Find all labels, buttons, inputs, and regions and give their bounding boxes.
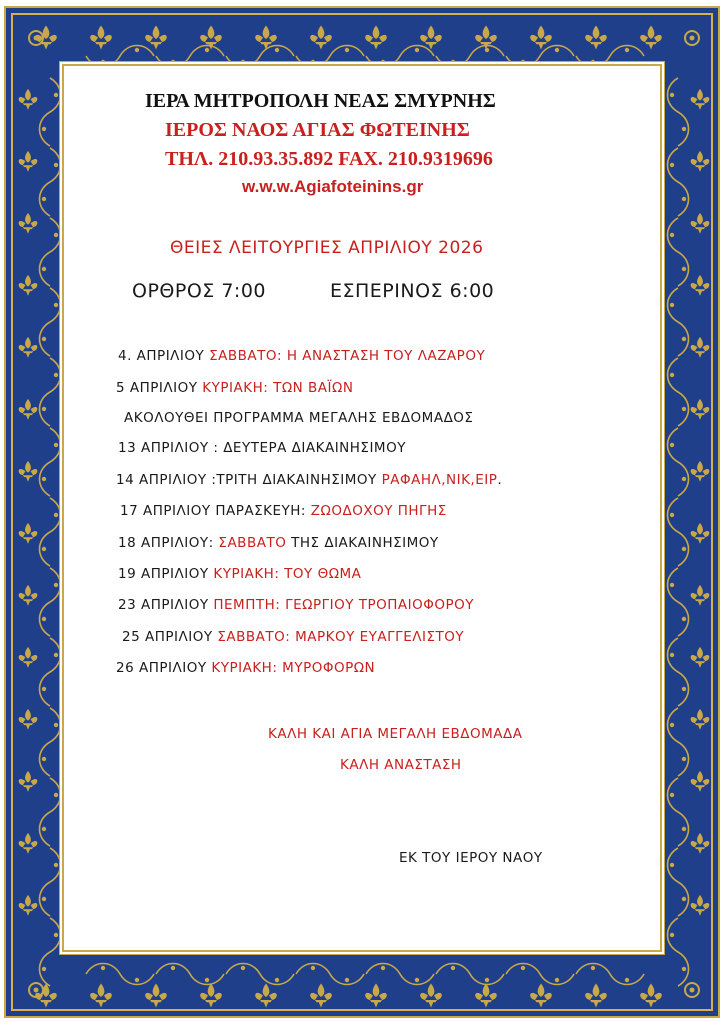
closing-wish-easter: ΚΑΛΗ ΑΝΑΣΤΑΣΗ xyxy=(340,757,462,773)
scroll-dot xyxy=(485,978,489,982)
scroll-ornament xyxy=(40,918,61,986)
scroll-ornament xyxy=(668,918,689,986)
scroll-ornament xyxy=(40,568,61,636)
fleur-de-lis-icon xyxy=(19,585,38,606)
fleur-de-lis-icon xyxy=(640,984,662,1008)
scroll-dot xyxy=(670,303,674,307)
schedule-row xyxy=(118,440,406,456)
scroll-dot xyxy=(275,48,279,52)
scroll-ornament xyxy=(156,46,224,67)
fleur-de-lis-icon xyxy=(691,895,710,916)
services-title: ΘΕΙΕΣ ΛΕΙΤΟΥΡΓΙΕΣ ΑΠΡΙΛΙΟΥ 2026 xyxy=(170,238,484,258)
scroll-dot xyxy=(451,966,455,970)
scroll-dot xyxy=(345,48,349,52)
scroll-ornament xyxy=(576,46,644,67)
corner-rosette-center xyxy=(690,988,695,993)
church-title: ΙΕΡΟΣ ΝΑΟΣ ΑΓΙΑΣ ΦΩΤΕΙΝΗΣ xyxy=(165,119,470,141)
schedule-row xyxy=(124,410,473,426)
schedule-date: 23 ΑΠΡΙΛΙΟΥ xyxy=(118,597,209,613)
closing-wish-week: ΚΑΛΗ ΚΑΙ ΑΓΙΑ ΜΕΓΑΛΗ ΕΒΔΟΜΑΔΑ xyxy=(268,726,523,742)
scroll-ornament xyxy=(156,964,224,985)
scroll-dot xyxy=(54,93,58,97)
fleur-de-lis-icon xyxy=(691,337,710,358)
scroll-dot xyxy=(171,966,175,970)
fleur-de-lis-icon xyxy=(90,984,112,1008)
schedule-feast: ΣΑΒΒΑΤΟ: ΜΑΡΚΟΥ ΕΥΑΓΓΕΛΙΣΤΟΥ xyxy=(217,629,465,645)
scroll-dot xyxy=(381,966,385,970)
fleur-de-lis-icon xyxy=(691,89,710,110)
scroll-dot xyxy=(682,267,686,271)
scroll-dot xyxy=(670,863,674,867)
scroll-ornament xyxy=(668,428,689,496)
schedule-date: 19 ΑΠΡΙΛΙΟΥ xyxy=(118,566,209,582)
fleur-de-lis-icon xyxy=(420,984,442,1008)
fleur-de-lis-icon xyxy=(19,275,38,296)
scroll-ornament xyxy=(668,638,689,706)
fleur-de-lis-icon xyxy=(691,771,710,792)
website-link[interactable]: w.w.w.Agiafoteinins.gr xyxy=(242,177,424,196)
scroll-dot xyxy=(670,933,674,937)
fleur-de-lis-icon xyxy=(19,89,38,110)
scroll-dot xyxy=(311,60,315,64)
scroll-dot xyxy=(670,723,674,727)
scroll-dot xyxy=(670,233,674,237)
scroll-ornament xyxy=(40,218,61,286)
scroll-ornament xyxy=(506,46,574,67)
schedule-feast: ΣΑΒΒΑΤΟ: Η ΑΝΑΣΤΑΣΗ ΤΟΥ ΛΑΖΑΡΟΥ xyxy=(209,348,486,364)
schedule-feast: ΣΑΒΒΑΤΟ xyxy=(218,535,287,551)
scroll-dot xyxy=(670,373,674,377)
scroll-dot xyxy=(42,757,46,761)
scroll-ornament xyxy=(40,778,61,846)
scroll-dot xyxy=(42,477,46,481)
schedule-feast: ΖΩΟΔΟΧΟΥ ΠΗΓΗΣ xyxy=(310,503,447,519)
scroll-dot xyxy=(415,978,419,982)
scroll-ornament xyxy=(40,428,61,496)
scroll-dot xyxy=(682,617,686,621)
scroll-ornament xyxy=(668,78,689,146)
scroll-dot xyxy=(682,757,686,761)
fleur-de-lis-icon xyxy=(691,833,710,854)
schedule-row xyxy=(116,380,353,396)
scroll-dot xyxy=(381,60,385,64)
scroll-ornament xyxy=(40,288,61,356)
scroll-ornament xyxy=(436,964,504,985)
fleur-de-lis-icon xyxy=(255,984,277,1008)
fleur-de-lis-icon xyxy=(310,26,332,50)
fleur-de-lis-icon xyxy=(691,585,710,606)
scroll-dot xyxy=(555,48,559,52)
fleur-de-lis-icon xyxy=(200,984,222,1008)
scroll-ornament xyxy=(40,498,61,566)
scroll-dot xyxy=(54,163,58,167)
fleur-de-lis-icon xyxy=(691,275,710,296)
scroll-dot xyxy=(345,978,349,982)
scroll-dot xyxy=(42,827,46,831)
scroll-dot xyxy=(682,547,686,551)
schedule-date: 18 ΑΠΡΙΛΙΟΥ: xyxy=(118,535,214,551)
scroll-dot xyxy=(241,966,245,970)
scroll-dot xyxy=(42,127,46,131)
scroll-dot xyxy=(670,653,674,657)
fleur-de-lis-icon xyxy=(19,399,38,420)
scroll-dot xyxy=(54,863,58,867)
schedule-date: 26 ΑΠΡΙΛΙΟΥ xyxy=(116,660,207,676)
scroll-dot xyxy=(311,966,315,970)
fleur-de-lis-icon xyxy=(19,523,38,544)
scroll-dot xyxy=(135,48,139,52)
scroll-dot xyxy=(682,687,686,691)
scroll-dot xyxy=(275,978,279,982)
fleur-de-lis-icon xyxy=(19,461,38,482)
scroll-ornament xyxy=(40,78,61,146)
schedule-suffix: . xyxy=(497,472,503,488)
schedule-row xyxy=(116,472,502,488)
schedule-date: 4. ΑΠΡΙΛΙΟΥ xyxy=(118,348,205,364)
fleur-de-lis-icon xyxy=(530,984,552,1008)
scroll-dot xyxy=(54,583,58,587)
schedule-row xyxy=(118,566,361,582)
scroll-ornament xyxy=(296,46,364,67)
scroll-ornament xyxy=(668,568,689,636)
scroll-dot xyxy=(101,966,105,970)
fleur-de-lis-icon xyxy=(19,151,38,172)
scroll-dot xyxy=(451,60,455,64)
scroll-dot xyxy=(54,653,58,657)
fleur-de-lis-icon xyxy=(691,523,710,544)
scroll-dot xyxy=(682,477,686,481)
schedule-date: 13 ΑΠΡΙΛΙΟΥ : ΔΕΥΤΕΡΑ ΔΙΑΚΑΙΝΗΣΙΜΟΥ xyxy=(118,440,406,456)
scroll-ornament xyxy=(40,148,61,216)
scroll-ornament xyxy=(668,288,689,356)
corner-rosette-center xyxy=(690,36,695,41)
scroll-dot xyxy=(682,197,686,201)
scroll-ornament xyxy=(668,708,689,776)
schedule-row xyxy=(118,535,439,551)
fleur-de-lis-icon xyxy=(19,647,38,668)
scroll-ornament xyxy=(86,46,154,67)
schedule-feast: ΚΥΡΙΑΚΗ: ΤΟΥ ΘΩΜΑ xyxy=(213,566,362,582)
scroll-ornament xyxy=(668,498,689,566)
schedule-feast: ΚΥΡΙΑΚΗ: ΤΩΝ ΒΑΪΩΝ xyxy=(202,380,354,396)
scroll-dot xyxy=(591,60,595,64)
scroll-dot xyxy=(101,60,105,64)
fleur-de-lis-icon xyxy=(691,461,710,482)
schedule-feast: ΡΑΦΑΗΛ,ΝΙΚ,ΕΙΡ xyxy=(381,472,498,488)
scroll-ornament xyxy=(40,638,61,706)
fleur-de-lis-icon xyxy=(691,151,710,172)
scroll-dot xyxy=(54,723,58,727)
schedule-row xyxy=(120,503,447,519)
fleur-de-lis-icon xyxy=(640,26,662,50)
fleur-de-lis-icon xyxy=(19,833,38,854)
scroll-ornament xyxy=(40,358,61,426)
schedule-row xyxy=(116,660,375,676)
scroll-dot xyxy=(670,793,674,797)
corner-rosette-center xyxy=(34,36,39,41)
scroll-dot xyxy=(42,547,46,551)
scroll-dot xyxy=(54,933,58,937)
scroll-dot xyxy=(205,48,209,52)
fleur-de-lis-icon xyxy=(585,26,607,50)
metropolis-title: ΙΕΡΑ ΜΗΤΡΟΠΟΛΗ ΝΕΑΣ ΣΜΥΡΝΗΣ xyxy=(145,90,496,112)
scroll-dot xyxy=(42,967,46,971)
scroll-dot xyxy=(54,233,58,237)
scroll-dot xyxy=(625,48,629,52)
scroll-dot xyxy=(54,443,58,447)
scroll-dot xyxy=(682,827,686,831)
scroll-dot xyxy=(682,897,686,901)
scroll-ornament xyxy=(40,848,61,916)
scroll-dot xyxy=(670,93,674,97)
scroll-dot xyxy=(42,197,46,201)
scroll-dot xyxy=(54,303,58,307)
scroll-dot xyxy=(241,60,245,64)
fleur-de-lis-icon xyxy=(19,709,38,730)
scroll-dot xyxy=(682,127,686,131)
fleur-de-lis-icon xyxy=(19,337,38,358)
scroll-ornament xyxy=(668,148,689,216)
esperinos-time: ΕΣΠΕΡΙΝΟΣ 6:00 xyxy=(330,280,495,302)
scroll-dot xyxy=(42,337,46,341)
schedule-date: 14 ΑΠΡΙΛΙΟΥ :ΤΡΙΤΗ ΔΙΑΚΑΙΝΗΣΙΜΟΥ xyxy=(116,472,377,488)
scroll-ornament xyxy=(86,964,154,985)
schedule-row xyxy=(122,629,464,645)
scroll-dot xyxy=(521,966,525,970)
scroll-dot xyxy=(485,48,489,52)
schedule-date: 25 ΑΠΡΙΛΙΟΥ xyxy=(122,629,213,645)
scroll-dot xyxy=(42,687,46,691)
fleur-de-lis-icon xyxy=(19,895,38,916)
scroll-ornament xyxy=(226,46,294,67)
scroll-dot xyxy=(682,337,686,341)
scroll-dot xyxy=(521,60,525,64)
signature: ΕΚ ΤΟΥ ΙΕΡΟΥ ΝΑΟΥ xyxy=(399,850,543,866)
scroll-dot xyxy=(670,513,674,517)
scroll-dot xyxy=(42,407,46,411)
fleur-de-lis-icon xyxy=(691,213,710,234)
schedule-suffix: ΤΗΣ ΔΙΑΚΑΙΝΗΣΙΜΟΥ xyxy=(291,535,439,551)
scroll-ornament xyxy=(506,964,574,985)
scroll-ornament xyxy=(40,708,61,776)
scroll-dot xyxy=(670,583,674,587)
scroll-dot xyxy=(415,48,419,52)
schedule-date: 17 ΑΠΡΙΛΙΟΥ ΠΑΡΑΣΚΕΥΗ: xyxy=(120,503,306,519)
orthros-time: ΟΡΘΡΟΣ 7:00 xyxy=(132,280,266,302)
corner-rosette-center xyxy=(34,988,39,993)
fleur-de-lis-icon xyxy=(145,26,167,50)
scroll-dot xyxy=(42,617,46,621)
fleur-de-lis-icon xyxy=(475,984,497,1008)
scroll-dot xyxy=(54,513,58,517)
fleur-de-lis-icon xyxy=(19,213,38,234)
schedule-feast: ΠΕΜΠΤΗ: ΓΕΩΡΓΙΟΥ ΤΡΟΠΑΙΟΦΟΡΟΥ xyxy=(213,597,475,613)
scroll-dot xyxy=(42,267,46,271)
fleur-de-lis-icon xyxy=(310,984,332,1008)
fleur-de-lis-icon xyxy=(90,26,112,50)
scroll-dot xyxy=(135,978,139,982)
scroll-dot xyxy=(42,897,46,901)
fleur-de-lis-icon xyxy=(530,26,552,50)
scroll-dot xyxy=(682,967,686,971)
fleur-de-lis-icon xyxy=(691,647,710,668)
schedule-row xyxy=(118,597,474,613)
scroll-dot xyxy=(171,60,175,64)
fleur-de-lis-icon xyxy=(365,984,387,1008)
scroll-ornament xyxy=(296,964,364,985)
scroll-ornament xyxy=(226,964,294,985)
scroll-dot xyxy=(54,373,58,377)
scroll-dot xyxy=(670,443,674,447)
schedule-row xyxy=(118,348,485,364)
schedule-feast: ΚΥΡΙΑΚΗ: ΜΥΡΟΦΟΡΩΝ xyxy=(211,660,376,676)
scroll-ornament xyxy=(668,358,689,426)
fleur-de-lis-icon xyxy=(19,771,38,792)
fleur-de-lis-icon xyxy=(691,399,710,420)
schedule-date: ΑΚΟΛΟΥΘΕΙ ΠΡΟΓΡΑΜΜΑ ΜΕΓΑΛΗΣ ΕΒΔΟΜΑΔΟΣ xyxy=(124,410,474,426)
schedule-date: 5 ΑΠΡΙΛΙΟΥ xyxy=(116,380,198,396)
phone-fax-line: ΤΗΛ. 210.93.35.892 FAX. 210.9319696 xyxy=(165,148,493,170)
scroll-ornament xyxy=(668,218,689,286)
scroll-dot xyxy=(555,978,559,982)
fleur-de-lis-icon xyxy=(365,26,387,50)
scroll-dot xyxy=(205,978,209,982)
fleur-de-lis-icon xyxy=(585,984,607,1008)
scroll-ornament xyxy=(366,964,434,985)
scroll-ornament xyxy=(668,778,689,846)
scroll-dot xyxy=(591,966,595,970)
scroll-dot xyxy=(625,978,629,982)
fleur-de-lis-icon xyxy=(145,984,167,1008)
scroll-ornament xyxy=(436,46,504,67)
scroll-ornament xyxy=(576,964,644,985)
fleur-de-lis-icon xyxy=(691,709,710,730)
scroll-dot xyxy=(54,793,58,797)
scroll-dot xyxy=(682,407,686,411)
scroll-ornament xyxy=(668,848,689,916)
scroll-dot xyxy=(670,163,674,167)
